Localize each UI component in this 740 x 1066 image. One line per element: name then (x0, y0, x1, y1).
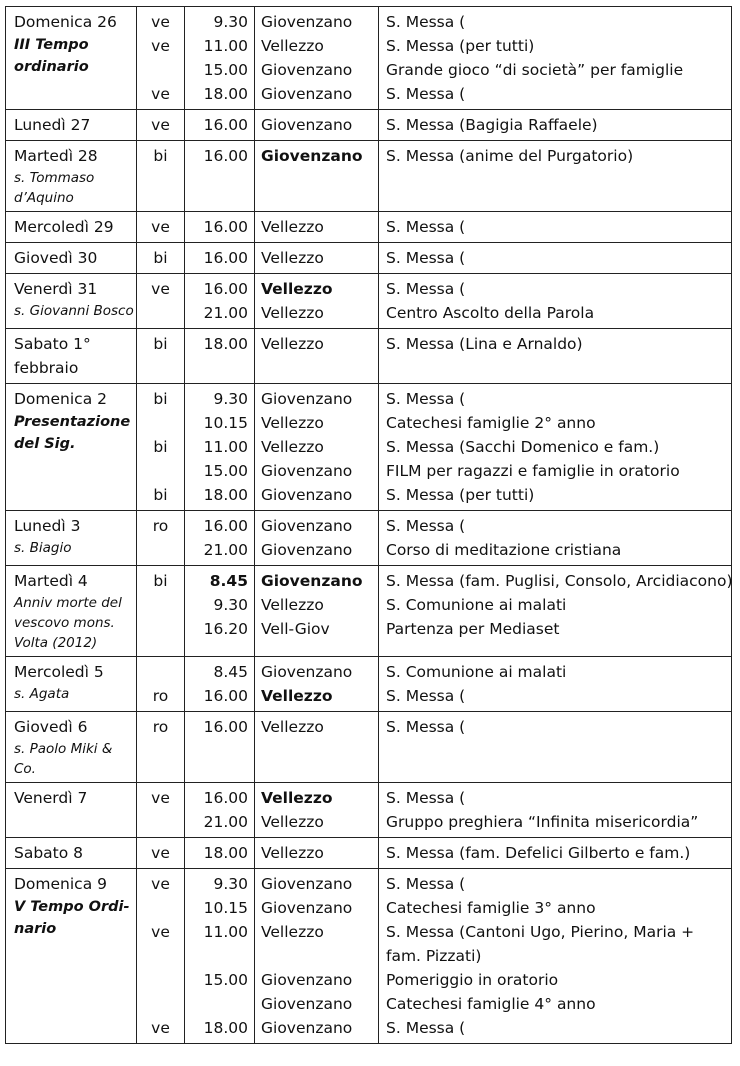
event-place-cell (255, 838, 379, 869)
event-time: 18.00 (203, 486, 248, 504)
day-cell (6, 657, 137, 712)
day-row (6, 783, 732, 838)
event-place-cell (255, 657, 379, 712)
liturgical-color: bi (153, 335, 168, 353)
day-name: Sabato 1° febbraio (14, 335, 91, 377)
liturgical-color (137, 968, 184, 992)
event-description: S. Messa ( (386, 249, 466, 267)
event-description-cell (379, 243, 732, 274)
day-cell (6, 243, 137, 274)
event-time: 11.00 (203, 923, 248, 941)
event-time: 16.00 (203, 718, 248, 736)
schedule-table (5, 6, 732, 1044)
liturgical-color: bi (153, 147, 168, 165)
liturgical-color-cell (137, 243, 185, 274)
event-time (185, 992, 248, 1016)
day-feast: s. Giovanni Bosco (14, 303, 134, 319)
day-row (6, 657, 732, 712)
day-cell (6, 110, 137, 141)
event-description: S. Messa ( (386, 280, 466, 298)
event-description-cell (379, 838, 732, 869)
event-place-cell (255, 869, 379, 1044)
event-place: Vellezzo (261, 789, 333, 807)
day-cell (6, 384, 137, 511)
liturgical-color-cell (137, 384, 185, 511)
day-name: Domenica 26 (14, 13, 117, 31)
liturgical-color-cell (137, 783, 185, 838)
event-place: Vellezzo (261, 37, 324, 55)
liturgical-color: bi (153, 486, 168, 504)
day-row (6, 274, 732, 329)
liturgical-color-cell (137, 110, 185, 141)
event-description: Grande gioco “di società” per famiglie (386, 61, 684, 79)
day-name: Mercoledì 5 (14, 663, 104, 681)
day-name: Domenica 2 (14, 390, 107, 408)
event-time-cell (185, 212, 255, 243)
event-time: 18.00 (203, 85, 248, 103)
liturgical-color: ve (151, 85, 170, 103)
day-row (6, 511, 732, 566)
day-feast: s. Agata (14, 686, 70, 702)
day-row (6, 329, 732, 384)
day-feast: III Tempo ordinario (14, 37, 89, 75)
event-place: Vellezzo (261, 687, 333, 705)
event-time: 18.00 (203, 1019, 248, 1037)
day-cell (6, 511, 137, 566)
day-cell (6, 274, 137, 329)
event-time: 8.45 (209, 572, 248, 590)
event-description: S. Messa ( (386, 517, 466, 535)
event-description: S. Messa ( (386, 718, 466, 736)
liturgical-color: bi (153, 390, 168, 408)
liturgical-color: ro (152, 517, 169, 535)
day-cell (6, 141, 137, 212)
day-name: Domenica 9 (14, 875, 107, 893)
event-time: 21.00 (203, 304, 248, 322)
event-description: S. Messa (per tutti) (386, 486, 535, 504)
liturgical-color-cell (137, 141, 185, 212)
day-name: Giovedì 6 (14, 718, 88, 736)
event-time: 11.00 (203, 37, 248, 55)
event-time-cell (185, 838, 255, 869)
event-time: 16.00 (203, 280, 248, 298)
event-time: 8.45 (213, 663, 248, 681)
event-time: 9.30 (213, 13, 248, 31)
event-description-cell (379, 7, 732, 110)
event-place: Giovenzano (261, 899, 353, 917)
event-description-cell (379, 141, 732, 212)
day-cell (6, 783, 137, 838)
event-place: Giovenzano (261, 517, 353, 535)
event-time-cell (185, 869, 255, 1044)
day-feast: Anniv morte del vescovo mons. Volta (2012) (14, 595, 122, 651)
liturgical-color-cell (137, 869, 185, 1044)
event-place-cell (255, 141, 379, 212)
liturgical-color (137, 301, 184, 325)
day-cell (6, 329, 137, 384)
liturgical-color: ve (151, 844, 170, 862)
liturgical-color (137, 459, 184, 483)
event-description-cell (379, 274, 732, 329)
event-place-cell (255, 7, 379, 110)
event-description: S. Messa (Lina e Arnaldo) (386, 335, 583, 353)
event-description: S. Messa ( (386, 85, 466, 103)
day-name: Venerdì 7 (14, 789, 88, 807)
event-description: Partenza per Mediaset (386, 620, 560, 638)
event-place: Vellezzo (261, 718, 324, 736)
liturgical-color: bi (153, 249, 168, 267)
event-place: Vellezzo (261, 596, 324, 614)
event-description: S. Messa (Cantoni Ugo, Pierino, Maria + fam. Pizzati) (386, 923, 695, 965)
event-description: S. Messa (Sacchi Domenico e fam.) (386, 438, 660, 456)
schedule-body (6, 7, 732, 1044)
liturgical-color (137, 810, 184, 834)
day-feast: V Tempo Ordi-nario (14, 899, 130, 937)
event-description: Catechesi famiglie 3° anno (386, 899, 596, 917)
liturgical-color: ve (151, 37, 170, 55)
event-description: S. Messa ( (386, 687, 466, 705)
event-time: 9.30 (213, 596, 248, 614)
liturgical-color (137, 593, 184, 617)
event-place: Vellezzo (261, 304, 324, 322)
event-description-cell (379, 511, 732, 566)
event-time-cell (185, 141, 255, 212)
day-cell (6, 212, 137, 243)
event-place: Giovenzano (261, 390, 353, 408)
event-place: Vellezzo (261, 844, 324, 862)
liturgical-color: ro (152, 718, 169, 736)
day-feast: s. Biagio (14, 540, 72, 556)
event-description: Pomeriggio in oratorio (386, 971, 559, 989)
event-place: Giovenzano (261, 541, 353, 559)
event-description-cell (379, 212, 732, 243)
event-time: 16.00 (203, 218, 248, 236)
day-row (6, 869, 732, 1044)
event-description: S. Messa (fam. Puglisi, Consolo, Arcidiacono) (386, 572, 733, 590)
event-place: Giovenzano (261, 116, 353, 134)
liturgical-color (137, 538, 184, 562)
liturgical-color (137, 992, 184, 1016)
liturgical-color (137, 896, 184, 920)
event-description-cell (379, 384, 732, 511)
day-name: Martedì 28 (14, 147, 98, 165)
event-place-cell (255, 511, 379, 566)
event-time-cell (185, 712, 255, 783)
event-time: 15.00 (203, 61, 248, 79)
event-time: 15.00 (203, 971, 248, 989)
event-time-cell (185, 511, 255, 566)
liturgical-color-cell (137, 212, 185, 243)
event-place-cell (255, 783, 379, 838)
event-time-cell (185, 329, 255, 384)
liturgical-color-cell (137, 838, 185, 869)
event-description: S. Messa (per tutti) (386, 37, 535, 55)
event-time: 11.00 (203, 438, 248, 456)
event-place: Giovenzano (261, 486, 353, 504)
liturgical-color (137, 58, 184, 82)
day-name: Lunedì 27 (14, 116, 91, 134)
event-time: 16.00 (203, 116, 248, 134)
day-name: Venerdì 31 (14, 280, 98, 298)
event-place: Vellezzo (261, 923, 324, 941)
liturgical-color-cell (137, 329, 185, 384)
event-time-cell (185, 7, 255, 110)
event-description: S. Messa ( (386, 390, 466, 408)
event-place-cell (255, 243, 379, 274)
event-time-cell (185, 384, 255, 511)
event-time-cell (185, 657, 255, 712)
event-description-cell (379, 657, 732, 712)
event-time: 9.30 (213, 390, 248, 408)
day-row (6, 141, 732, 212)
event-description: S. Comunione ai malati (386, 596, 567, 614)
liturgical-color-cell (137, 657, 185, 712)
event-place: Giovenzano (261, 995, 353, 1013)
event-place: Giovenzano (261, 147, 363, 165)
liturgical-color (137, 660, 184, 684)
event-time: 21.00 (203, 541, 248, 559)
liturgical-color-cell (137, 511, 185, 566)
event-time: 18.00 (203, 335, 248, 353)
event-place: Giovenzano (261, 61, 353, 79)
event-time: 16.00 (203, 147, 248, 165)
event-place-cell (255, 274, 379, 329)
event-description: S. Messa ( (386, 875, 466, 893)
event-description-cell (379, 783, 732, 838)
event-place: Giovenzano (261, 462, 353, 480)
event-time-cell (185, 110, 255, 141)
day-name: Martedì 4 (14, 572, 88, 590)
event-description: S. Comunione ai malati (386, 663, 567, 681)
event-place: Vellezzo (261, 218, 324, 236)
event-time: 9.30 (213, 875, 248, 893)
event-description: Corso di meditazione cristiana (386, 541, 622, 559)
liturgical-color: bi (153, 572, 168, 590)
event-time: 16.00 (203, 789, 248, 807)
day-feast: Presentazione del Sig. (14, 414, 131, 452)
event-description: Catechesi famiglie 4° anno (386, 995, 596, 1013)
event-place: Vellezzo (261, 414, 324, 432)
event-time: 15.00 (203, 462, 248, 480)
event-time: 16.20 (203, 620, 248, 638)
liturgical-color-cell (137, 274, 185, 329)
event-time-cell (185, 274, 255, 329)
event-place-cell (255, 329, 379, 384)
event-time-cell (185, 243, 255, 274)
event-time: 21.00 (203, 813, 248, 831)
event-description-cell (379, 329, 732, 384)
liturgical-color: ve (151, 1019, 170, 1037)
event-description: Centro Ascolto della Parola (386, 304, 595, 322)
liturgical-color: ve (151, 13, 170, 31)
day-row (6, 566, 732, 657)
day-row (6, 110, 732, 141)
event-description-cell (379, 712, 732, 783)
event-place-cell (255, 212, 379, 243)
day-cell (6, 7, 137, 110)
event-place: Vellezzo (261, 335, 324, 353)
day-name: Lunedì 3 (14, 517, 81, 535)
event-description-cell (379, 110, 732, 141)
event-place: Giovenzano (261, 1019, 353, 1037)
day-name: Sabato 8 (14, 844, 84, 862)
event-place: Giovenzano (261, 85, 353, 103)
event-place: Vellezzo (261, 280, 333, 298)
event-place: Giovenzano (261, 663, 353, 681)
liturgical-color: ve (151, 218, 170, 236)
day-name: Mercoledì 29 (14, 218, 114, 236)
event-time: 18.00 (203, 844, 248, 862)
liturgical-color-cell (137, 712, 185, 783)
day-name: Giovedì 30 (14, 249, 98, 267)
event-time-cell (185, 566, 255, 657)
day-cell (6, 869, 137, 1044)
event-time: 16.00 (203, 687, 248, 705)
liturgical-color (137, 617, 184, 641)
day-row (6, 838, 732, 869)
day-row (6, 212, 732, 243)
liturgical-color: ve (151, 116, 170, 134)
event-description: S. Messa (fam. Defelici Gilberto e fam.) (386, 844, 691, 862)
event-description: Catechesi famiglie 2° anno (386, 414, 596, 432)
event-time: 16.00 (203, 249, 248, 267)
event-description: S. Messa ( (386, 789, 466, 807)
event-description: FILM per ragazzi e famiglie in oratorio (386, 462, 680, 480)
event-place: Vellezzo (261, 249, 324, 267)
liturgical-color-cell (137, 566, 185, 657)
event-place-cell (255, 384, 379, 511)
event-time-cell (185, 783, 255, 838)
day-row (6, 243, 732, 274)
event-place: Giovenzano (261, 875, 353, 893)
liturgical-color: ve (151, 875, 170, 893)
event-place: Vell-Giov (261, 620, 330, 638)
event-place: Giovenzano (261, 572, 363, 590)
event-description-cell (379, 869, 732, 1044)
event-time: 16.00 (203, 517, 248, 535)
event-description: Gruppo preghiera “Infinita misericordia” (386, 813, 699, 831)
day-cell (6, 566, 137, 657)
event-description-cell (379, 566, 732, 657)
event-place-cell (255, 110, 379, 141)
liturgical-color: ve (151, 789, 170, 807)
event-description: S. Messa ( (386, 218, 466, 236)
liturgical-color: ro (152, 687, 169, 705)
liturgical-color: ve (151, 923, 170, 941)
event-place: Vellezzo (261, 438, 324, 456)
event-description: S. Messa (anime del Purgatorio) (386, 147, 634, 165)
event-time: 10.15 (203, 899, 248, 917)
day-row (6, 712, 732, 783)
day-cell (6, 712, 137, 783)
event-description: S. Messa (Bagigia Raffaele) (386, 116, 598, 134)
day-feast: s. Tommaso d’Aquino (14, 170, 95, 206)
event-description: S. Messa ( (386, 1019, 466, 1037)
liturgical-color: bi (153, 438, 168, 456)
event-place: Giovenzano (261, 13, 353, 31)
event-place: Giovenzano (261, 971, 353, 989)
liturgical-color: ve (151, 280, 170, 298)
day-cell (6, 838, 137, 869)
event-place: Vellezzo (261, 813, 324, 831)
liturgical-color-cell (137, 7, 185, 110)
day-feast: s. Paolo Miki & Co. (14, 741, 113, 777)
event-place-cell (255, 712, 379, 783)
event-time: 10.15 (203, 414, 248, 432)
liturgical-color (137, 411, 184, 435)
day-row (6, 384, 732, 511)
day-row (6, 7, 732, 110)
event-place-cell (255, 566, 379, 657)
event-description: S. Messa ( (386, 13, 466, 31)
